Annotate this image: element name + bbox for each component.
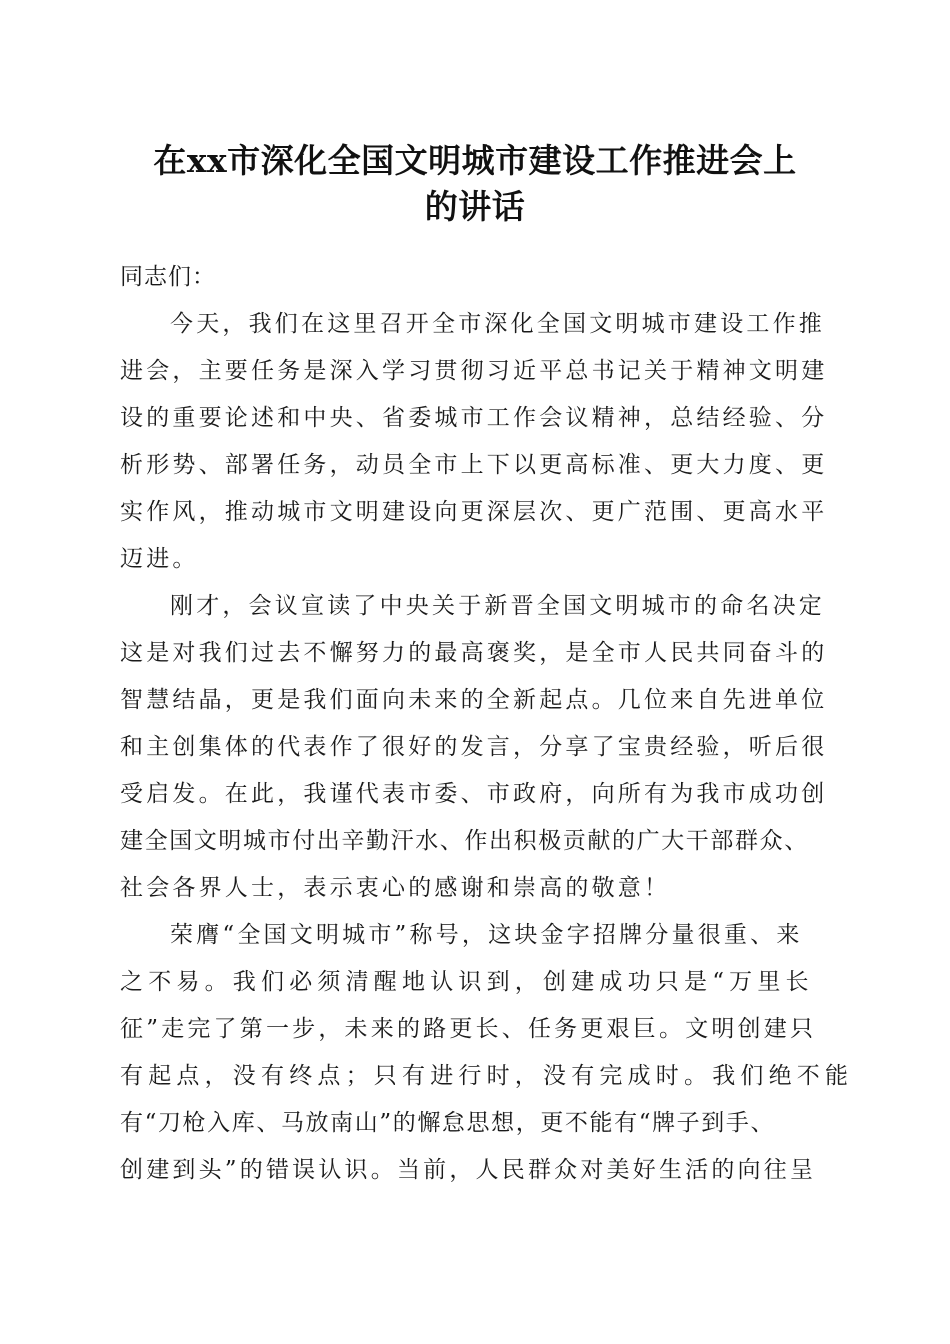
paragraph-line: 今天，我们在这里召开全市深化全国文明城市建设工作推 <box>170 311 825 337</box>
paragraph-line: 有“刀枪入库、马放南山”的懈怠思想，更不能有“牌子到手、 <box>120 1110 776 1136</box>
paragraph-line: 进会，主要任务是深入学习贯彻习近平总书记关于精神文明建 <box>120 358 828 384</box>
paragraph-line: 有起点，没有终点；只有进行时，没有完成时。我们绝不能 <box>120 1063 854 1089</box>
paragraph-line: 实作风，推动城市文明建设向更深层次、更广范围、更高水平 <box>120 499 828 525</box>
paragraph-line: 这是对我们过去不懈努力的最高褒奖，是全市人民共同奋斗的 <box>120 640 828 666</box>
paragraph-line: 受启发。在此，我谨代表市委、市政府，向所有为我市成功创 <box>120 781 828 807</box>
paragraph-line: 迈进。 <box>120 546 199 572</box>
paragraph-line: 建全国文明城市付出辛勤汗水、作出积极贡献的广大干部群众、 <box>120 828 809 854</box>
document-title <box>110 138 840 230</box>
paragraph-line: 设的重要论述和中央、省委城市工作会议精神，总结经验、分 <box>120 405 828 431</box>
document-body <box>120 254 854 1194</box>
paragraph-line: 和主创集体的代表作了很好的发言，分享了宝贵经验，听后很 <box>120 734 828 760</box>
title-line: 的讲话 <box>424 187 526 226</box>
salutation: 同志们： <box>120 264 216 290</box>
paragraph <box>120 583 840 912</box>
paragraph-line: 征”走完了第一步，未来的路更长、任务更艰巨。文明创建只 <box>120 1016 817 1042</box>
paragraph-line: 智慧结晶，更是我们面向未来的全新起点。几位来自先进单位 <box>120 687 828 713</box>
paragraph <box>120 301 840 583</box>
paragraph <box>120 912 854 1194</box>
paragraph-line: 创建到头”的错误认识。当前，人民群众对美好生活的向往呈 <box>120 1157 817 1183</box>
title-line: 在xx市深化全国文明城市建设工作推进会上 <box>153 141 797 180</box>
paragraph-line: 刚才，会议宣读了中央关于新晋全国文明城市的命名决定 <box>170 593 825 619</box>
paragraph-line: 荣膺“全国文明城市”称号，这块金字招牌分量很重、来 <box>170 922 803 948</box>
paragraph-line: 社会各界人士，表示衷心的感谢和崇高的敬意！ <box>120 875 671 901</box>
paragraph-line: 析形势、部署任务，动员全市上下以更高标准、更大力度、更 <box>120 452 828 478</box>
paragraph-line: 之不易。我们必须清醒地认识到，创建成功只是“万里长 <box>120 969 814 995</box>
